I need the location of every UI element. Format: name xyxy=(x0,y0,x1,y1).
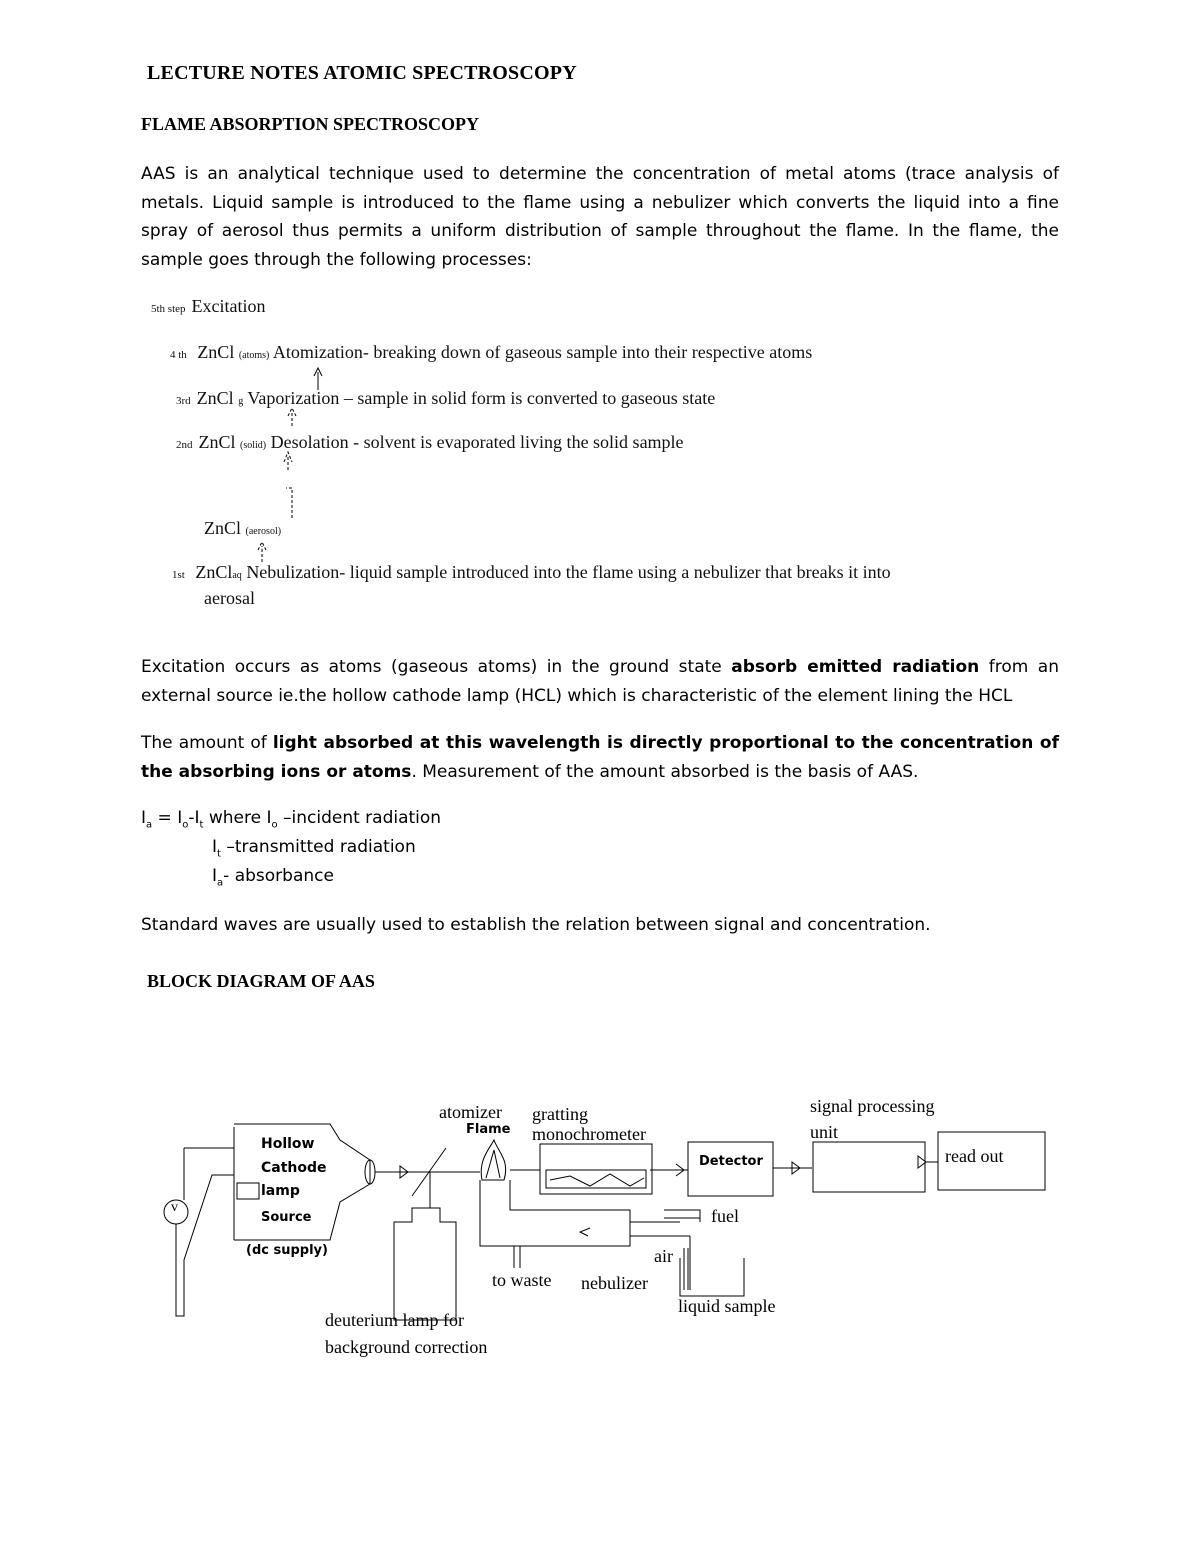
step-aerosol: ZnCl (aerosol) xyxy=(204,518,282,538)
beam-1 xyxy=(375,1166,480,1178)
sample-capillary xyxy=(684,1248,688,1290)
beam-4 xyxy=(918,1156,938,1168)
standard-paragraph: Standard waves are usually used to establish the relation between signal and concentration. xyxy=(141,915,931,935)
label-deuterium-lamp: deuterium lamp for xyxy=(325,1310,464,1330)
step-1: 1st ZnClaq Nebulization- liquid sample introduced into the flame using a nebulizer that breaks it into xyxy=(172,562,891,582)
step-1-continued: aerosal xyxy=(204,588,255,608)
label-dc-supply: (dc supply) xyxy=(246,1243,328,1258)
label-background-correction: background correction xyxy=(325,1337,488,1357)
arrow-3-to-4 xyxy=(314,368,322,390)
step-4: 4 th ZnCl (atoms) Atomization- breaking down of gaseous sample into their respective atoms xyxy=(170,342,813,362)
equation-line-3: $I_a-$ absorbance xyxy=(212,866,334,889)
equation-line-2: $I_t$ –transmitted radiation xyxy=(212,837,416,860)
label-lamp: lamp xyxy=(261,1183,300,1199)
detector-box xyxy=(688,1142,773,1196)
waste-drain xyxy=(514,1246,520,1268)
absorption-paragraph: The amount of light absorbed at this wavelength is directly proportional to the concentration of the absorbing ions or atoms. Measurement of the amount absorbed is the basis of AAS. xyxy=(141,733,1060,782)
label-fuel: fuel xyxy=(711,1206,739,1226)
label-monochrometer: monochrometer xyxy=(532,1124,646,1144)
label-nebulizer: nebulizer xyxy=(581,1273,648,1293)
grating-zigzag xyxy=(550,1174,644,1186)
page-title: LECTURE NOTES ATOMIC SPECTROSCOPY xyxy=(147,62,577,84)
lamp-electrode xyxy=(237,1183,259,1199)
section-heading-flame: FLAME ABSORPTION SPECTROSCOPY xyxy=(141,114,480,134)
label-cathode: Cathode xyxy=(261,1160,327,1176)
section-heading-block-diagram: BLOCK DIAGRAM OF AAS xyxy=(147,971,375,991)
label-read-out: read out xyxy=(945,1146,1004,1166)
label-source: Source xyxy=(261,1210,312,1225)
label-detector: Detector xyxy=(699,1154,763,1169)
arrow-1-to-aerosol xyxy=(258,542,266,562)
equation-line-1: $I_a = I_o-I_t$ where $I_o$ –incident radiation xyxy=(141,808,442,831)
intro-paragraph: AAS is an analytical technique used to determine the concentration of metal atoms (trace analysis of metals. Liquid sample is introduced to the flame using a nebulizer which converts the liquid into a fine spray of aerosol thus permits a uniform distribution of sample throughout the flame. In the flame, the sample goes through the following processes: xyxy=(141,164,1059,270)
deuterium-lamp xyxy=(394,1208,456,1320)
fuel-inlet xyxy=(664,1210,700,1222)
label-hollow: Hollow xyxy=(261,1136,315,1152)
nebulizer-arrow xyxy=(580,1228,590,1236)
step-5: 5th step Excitation xyxy=(151,296,266,316)
label-to-waste: to waste xyxy=(492,1270,552,1290)
label-atomizer: atomizer xyxy=(439,1102,502,1122)
label-signal-processing: signal processing xyxy=(810,1096,935,1116)
arrow-aerosol-to-2 xyxy=(284,452,292,518)
excitation-paragraph: Excitation occurs as atoms (gaseous atoms) in the ground state absorb emitted radiation from an external source ie.the hollow cathode lamp (HCL) which is characteristic of the element lining the HCL xyxy=(141,657,1059,706)
label-voltmeter: v xyxy=(171,1200,178,1215)
flame-inner xyxy=(486,1150,500,1178)
power-wiring xyxy=(176,1127,234,1316)
label-air: air xyxy=(654,1246,673,1266)
label-gratting: gratting xyxy=(532,1104,588,1124)
arrow-2-to-3 xyxy=(288,408,296,426)
monochromator-box xyxy=(540,1144,652,1194)
label-flame: Flame xyxy=(466,1122,511,1137)
step-2: 2nd ZnCl (solid) Desolation - solvent is evaporated living the solid sample xyxy=(176,432,684,452)
signal-processing-box xyxy=(813,1142,925,1192)
label-signal-unit: unit xyxy=(810,1122,839,1142)
label-liquid-sample: liquid sample xyxy=(678,1296,776,1316)
beam-3 xyxy=(773,1162,812,1174)
step-3: 3rd ZnCl g Vaporization – sample in solid form is converted to gaseous state xyxy=(176,388,716,408)
flame-shape xyxy=(481,1140,505,1180)
